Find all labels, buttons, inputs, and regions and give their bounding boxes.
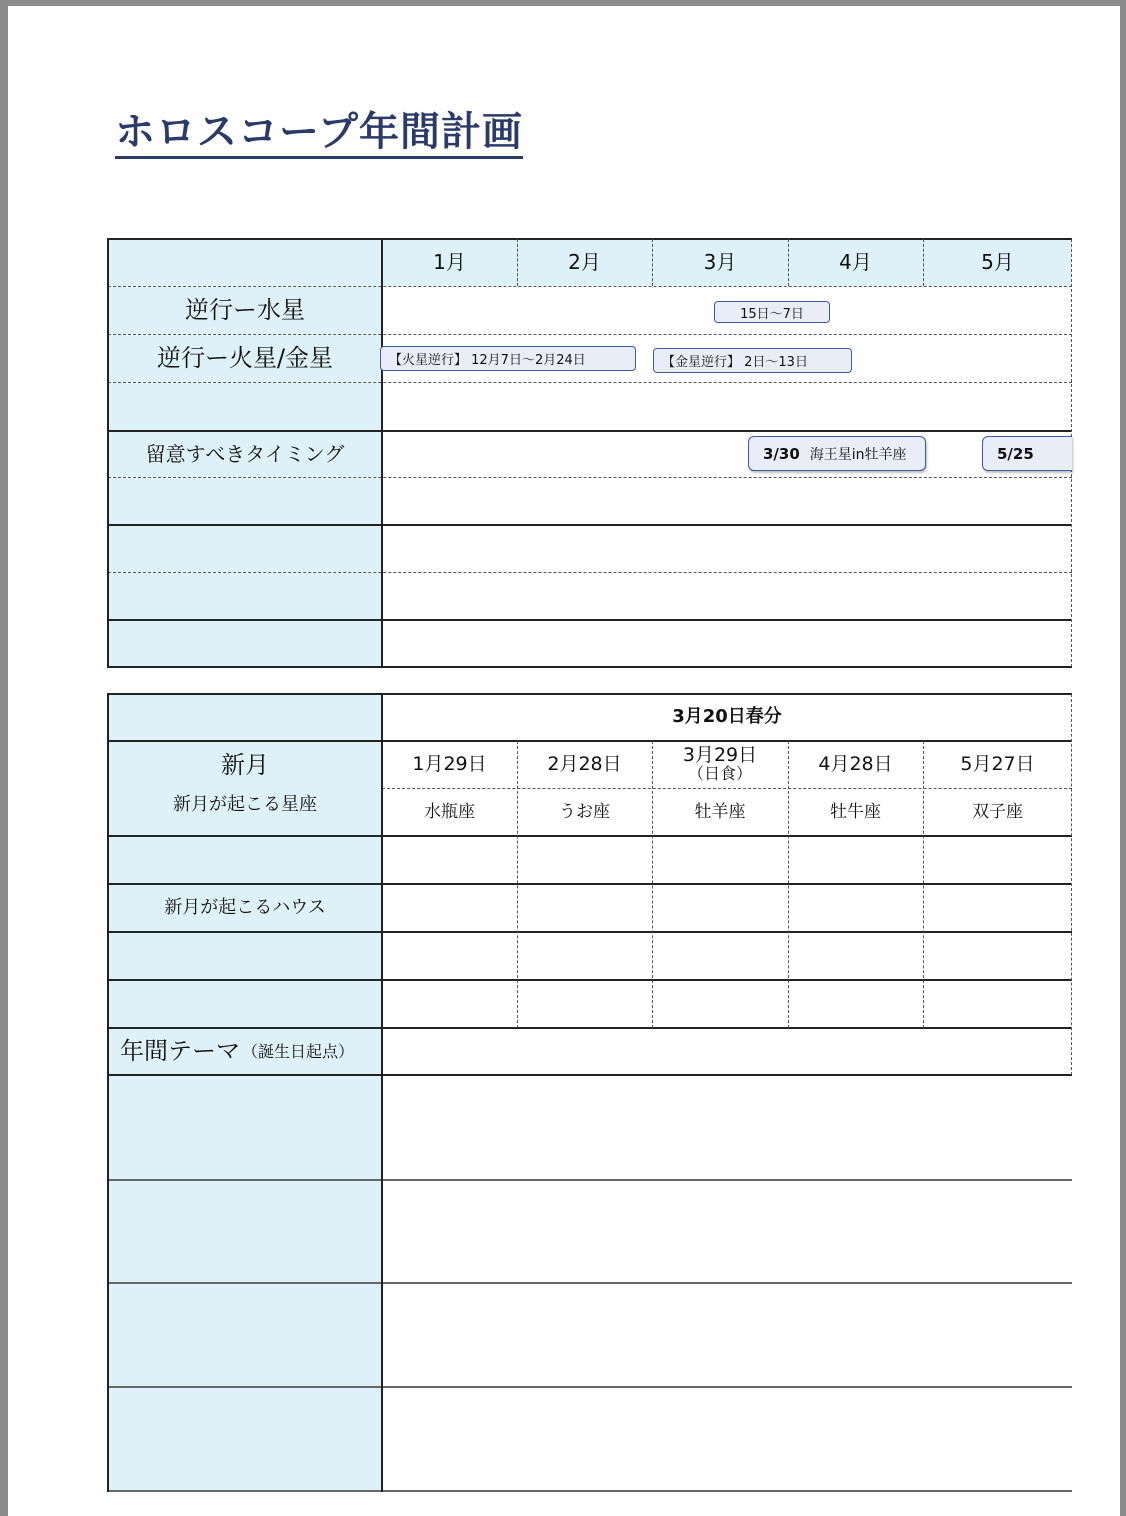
house-label: 新月が起こるハウス xyxy=(108,885,382,932)
row-divider xyxy=(108,883,1072,885)
new-moon-date: 2月28日 xyxy=(547,752,622,775)
row-label-empty xyxy=(108,837,382,884)
row-label-timing: 留意すべきタイミング xyxy=(108,431,382,477)
row-divider xyxy=(108,382,1072,383)
row-label-mars-venus: 逆行ー火星/金星 xyxy=(108,335,382,382)
mercury-retrograde-bar: 15日〜7日 xyxy=(714,301,830,323)
table-border xyxy=(107,238,1072,240)
column-divider xyxy=(923,741,924,1028)
new-moon-sign: 水瓶座 xyxy=(424,801,475,822)
column-divider xyxy=(652,239,653,286)
new-moon-date: 1月29日 xyxy=(412,752,487,775)
row-divider xyxy=(382,788,1072,789)
row-label-empty xyxy=(108,933,382,980)
header-label-cell xyxy=(108,239,382,286)
month-header: 4月 xyxy=(788,239,923,286)
annual-theme-label-cell xyxy=(108,1029,382,1075)
equinox-label-cell xyxy=(108,695,382,740)
column-divider xyxy=(381,238,383,668)
row-label-empty xyxy=(108,526,382,572)
row-divider xyxy=(108,477,1072,478)
timing-event-may xyxy=(982,436,1072,471)
timing-event-text: 海王星in牡羊座 xyxy=(809,446,907,463)
annual-theme-note: （誕生日起点） xyxy=(242,1041,355,1061)
row-divider xyxy=(108,1027,1072,1029)
eclipse-note: （日食） xyxy=(687,764,752,784)
new-moon-sign: うお座 xyxy=(559,801,610,822)
timing-event-neptune xyxy=(748,436,926,471)
column-divider xyxy=(517,741,518,1028)
new-moon-date: 4月28日 xyxy=(818,752,893,775)
column-divider xyxy=(381,693,383,1492)
month-header: 1月 xyxy=(382,239,517,286)
timing-event-date: 5/25 xyxy=(997,444,1034,463)
row-label-mercury: 逆行ー水星 xyxy=(108,287,382,334)
theme-row-label xyxy=(108,1284,382,1387)
equinox-text: 3月20日春分 xyxy=(672,706,782,728)
row-divider xyxy=(108,430,1072,432)
row-divider xyxy=(108,1282,1072,1284)
new-moon-date-eclipse xyxy=(652,741,788,788)
month-header: 5月 xyxy=(923,239,1072,286)
annual-theme-label: 年間テーマ xyxy=(120,1037,240,1066)
venus-retrograde-bar: 【金星逆行】 2日〜13日 xyxy=(653,348,852,373)
table-border xyxy=(107,1490,1072,1492)
row-divider xyxy=(108,979,1072,981)
new-moon-label-cell xyxy=(108,741,382,836)
row-divider xyxy=(108,524,1072,526)
row-divider xyxy=(108,286,1072,287)
timing-event-date: 3/30 xyxy=(763,444,800,463)
table-border xyxy=(107,693,1072,695)
theme-row-label xyxy=(108,1076,382,1180)
row-divider xyxy=(108,334,1072,335)
column-divider xyxy=(517,239,518,286)
month-header: 3月 xyxy=(652,239,788,286)
row-divider xyxy=(108,619,1072,621)
column-divider xyxy=(788,239,789,286)
new-moon-date: 3月29日 xyxy=(682,744,758,767)
row-divider xyxy=(108,1386,1072,1388)
new-moon-sign: 双子座 xyxy=(972,801,1023,822)
month-header: 2月 xyxy=(517,239,652,286)
row-label-empty xyxy=(108,573,382,619)
table-border xyxy=(107,693,109,1492)
page-title: ホロスコープ年間計画 xyxy=(115,108,523,159)
row-divider xyxy=(108,835,1072,837)
sign-label: 新月が起こる星座 xyxy=(173,794,317,816)
mars-retrograde-bar: 【火星逆行】 12月7日〜2月24日 xyxy=(380,346,636,371)
theme-row-label xyxy=(108,1388,382,1491)
table-border xyxy=(107,666,1072,668)
row-label-empty xyxy=(108,478,382,525)
theme-row-label xyxy=(108,1181,382,1283)
column-divider xyxy=(788,741,789,1028)
new-moon-sign: 牡牛座 xyxy=(830,801,881,822)
new-moon-sign: 牡羊座 xyxy=(694,801,746,822)
row-divider xyxy=(108,572,1072,573)
new-moon-label: 新月 xyxy=(221,751,269,779)
row-label-empty xyxy=(108,981,382,1028)
column-divider xyxy=(923,239,924,286)
table-edge xyxy=(1071,694,1072,1075)
row-divider xyxy=(108,931,1072,933)
row-divider xyxy=(108,1074,1072,1076)
row-divider xyxy=(108,1179,1072,1181)
row-label-empty xyxy=(108,383,382,430)
table-border xyxy=(107,238,109,668)
row-label-empty xyxy=(108,620,382,666)
new-moon-date: 5月27日 xyxy=(960,752,1035,775)
column-divider xyxy=(652,741,653,1028)
row-divider xyxy=(108,740,1072,742)
